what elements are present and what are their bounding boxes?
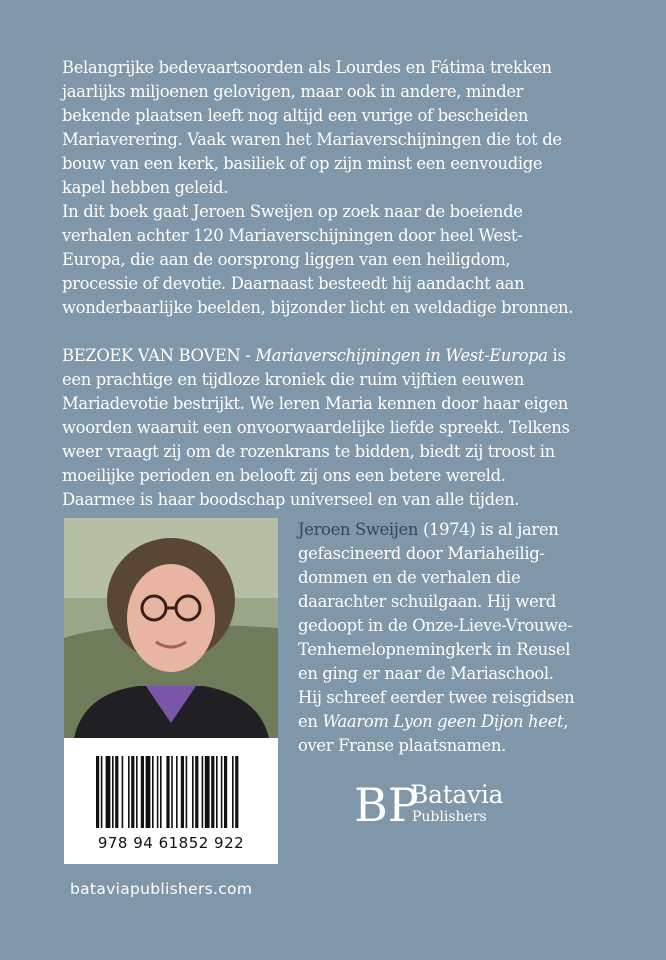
author-bio-tail: , over Franse plaatsnamen. <box>298 712 569 755</box>
back-cover-blurb <box>62 56 582 512</box>
previous-book-title: Waarom Lyon geen Dijon heet <box>322 712 564 731</box>
author-bio <box>298 518 578 758</box>
blurb-paragraph-3 <box>62 344 582 512</box>
publisher-name: Batavia <box>410 780 504 809</box>
book-subtitle-italic: Mariaverschijningen in West-Europa <box>255 346 548 365</box>
publisher-logo <box>352 778 532 830</box>
monogram-text: BP <box>354 778 419 832</box>
author-name: Jeroen Sweijen <box>298 520 419 539</box>
author-bio-text: (1974) is al jaren gefascineerd door Mariaheilig-dommen en de verhalen die daarachter schuilgaan. Hij werd gedoopt in de Onze-Lieve-Vrouwe-Tenhemelopnemingkerk in Reusel en ging er naar de Mariaschool. Hij schreef eerder twee reisgidsen en <box>298 520 575 731</box>
book-title-caps: BEZOEK VAN BOVEN - <box>62 346 251 365</box>
author-photo <box>64 518 278 738</box>
blurb-paragraph-1: Belangrijke bedevaartsoorden als Lourdes en Fátima trekken jaarlijks miljoenen gelovigen, maar ook in andere, minder bekende plaatsen leeft nog altijd een vurige of bescheiden Mariaverering. Vaak waren het Mariaverschijningen die tot de bouw van een kerk, basiliek of op zijn minst een eenvoudige kapel hebben geleid. <box>62 58 562 197</box>
publisher-subtitle: Publishers <box>412 809 487 825</box>
barcode-bars <box>64 738 278 832</box>
isbn-number: 978 94 61852 922 <box>97 834 245 852</box>
isbn-barcode <box>64 738 278 864</box>
bp-monogram-icon <box>352 778 419 832</box>
publisher-website: bataviapublishers.com <box>70 880 253 898</box>
paragraph-spacer <box>62 320 582 344</box>
blurb-paragraph-3-text: is een prachtige en tijdloze kroniek die ruim vijftien eeuwen Mariadevotie bestrijkt. We leren Maria kennen door haar eigen woorden waaruit een onvoorwaardelijke liefde spreekt. Telkens weer vraagt zij om de rozenkrans te bidden, biedt zij troost in moeilijke perioden en belooft zij ons een betere wereld. Daarmee is haar boodschap universeel en van alle tijden. <box>62 346 570 509</box>
blurb-paragraph-2: In dit boek gaat Jeroen Sweijen op zoek naar de boeiende verhalen achter 120 Mariaverschijningen door heel West-Europa, die aan de oorsprong liggen van een heiligdom, processie of devotie. Daarnaast besteedt hij aandacht aan wonderbaarlijke beelden, bijzonder licht en weldadige bronnen. <box>62 202 574 317</box>
